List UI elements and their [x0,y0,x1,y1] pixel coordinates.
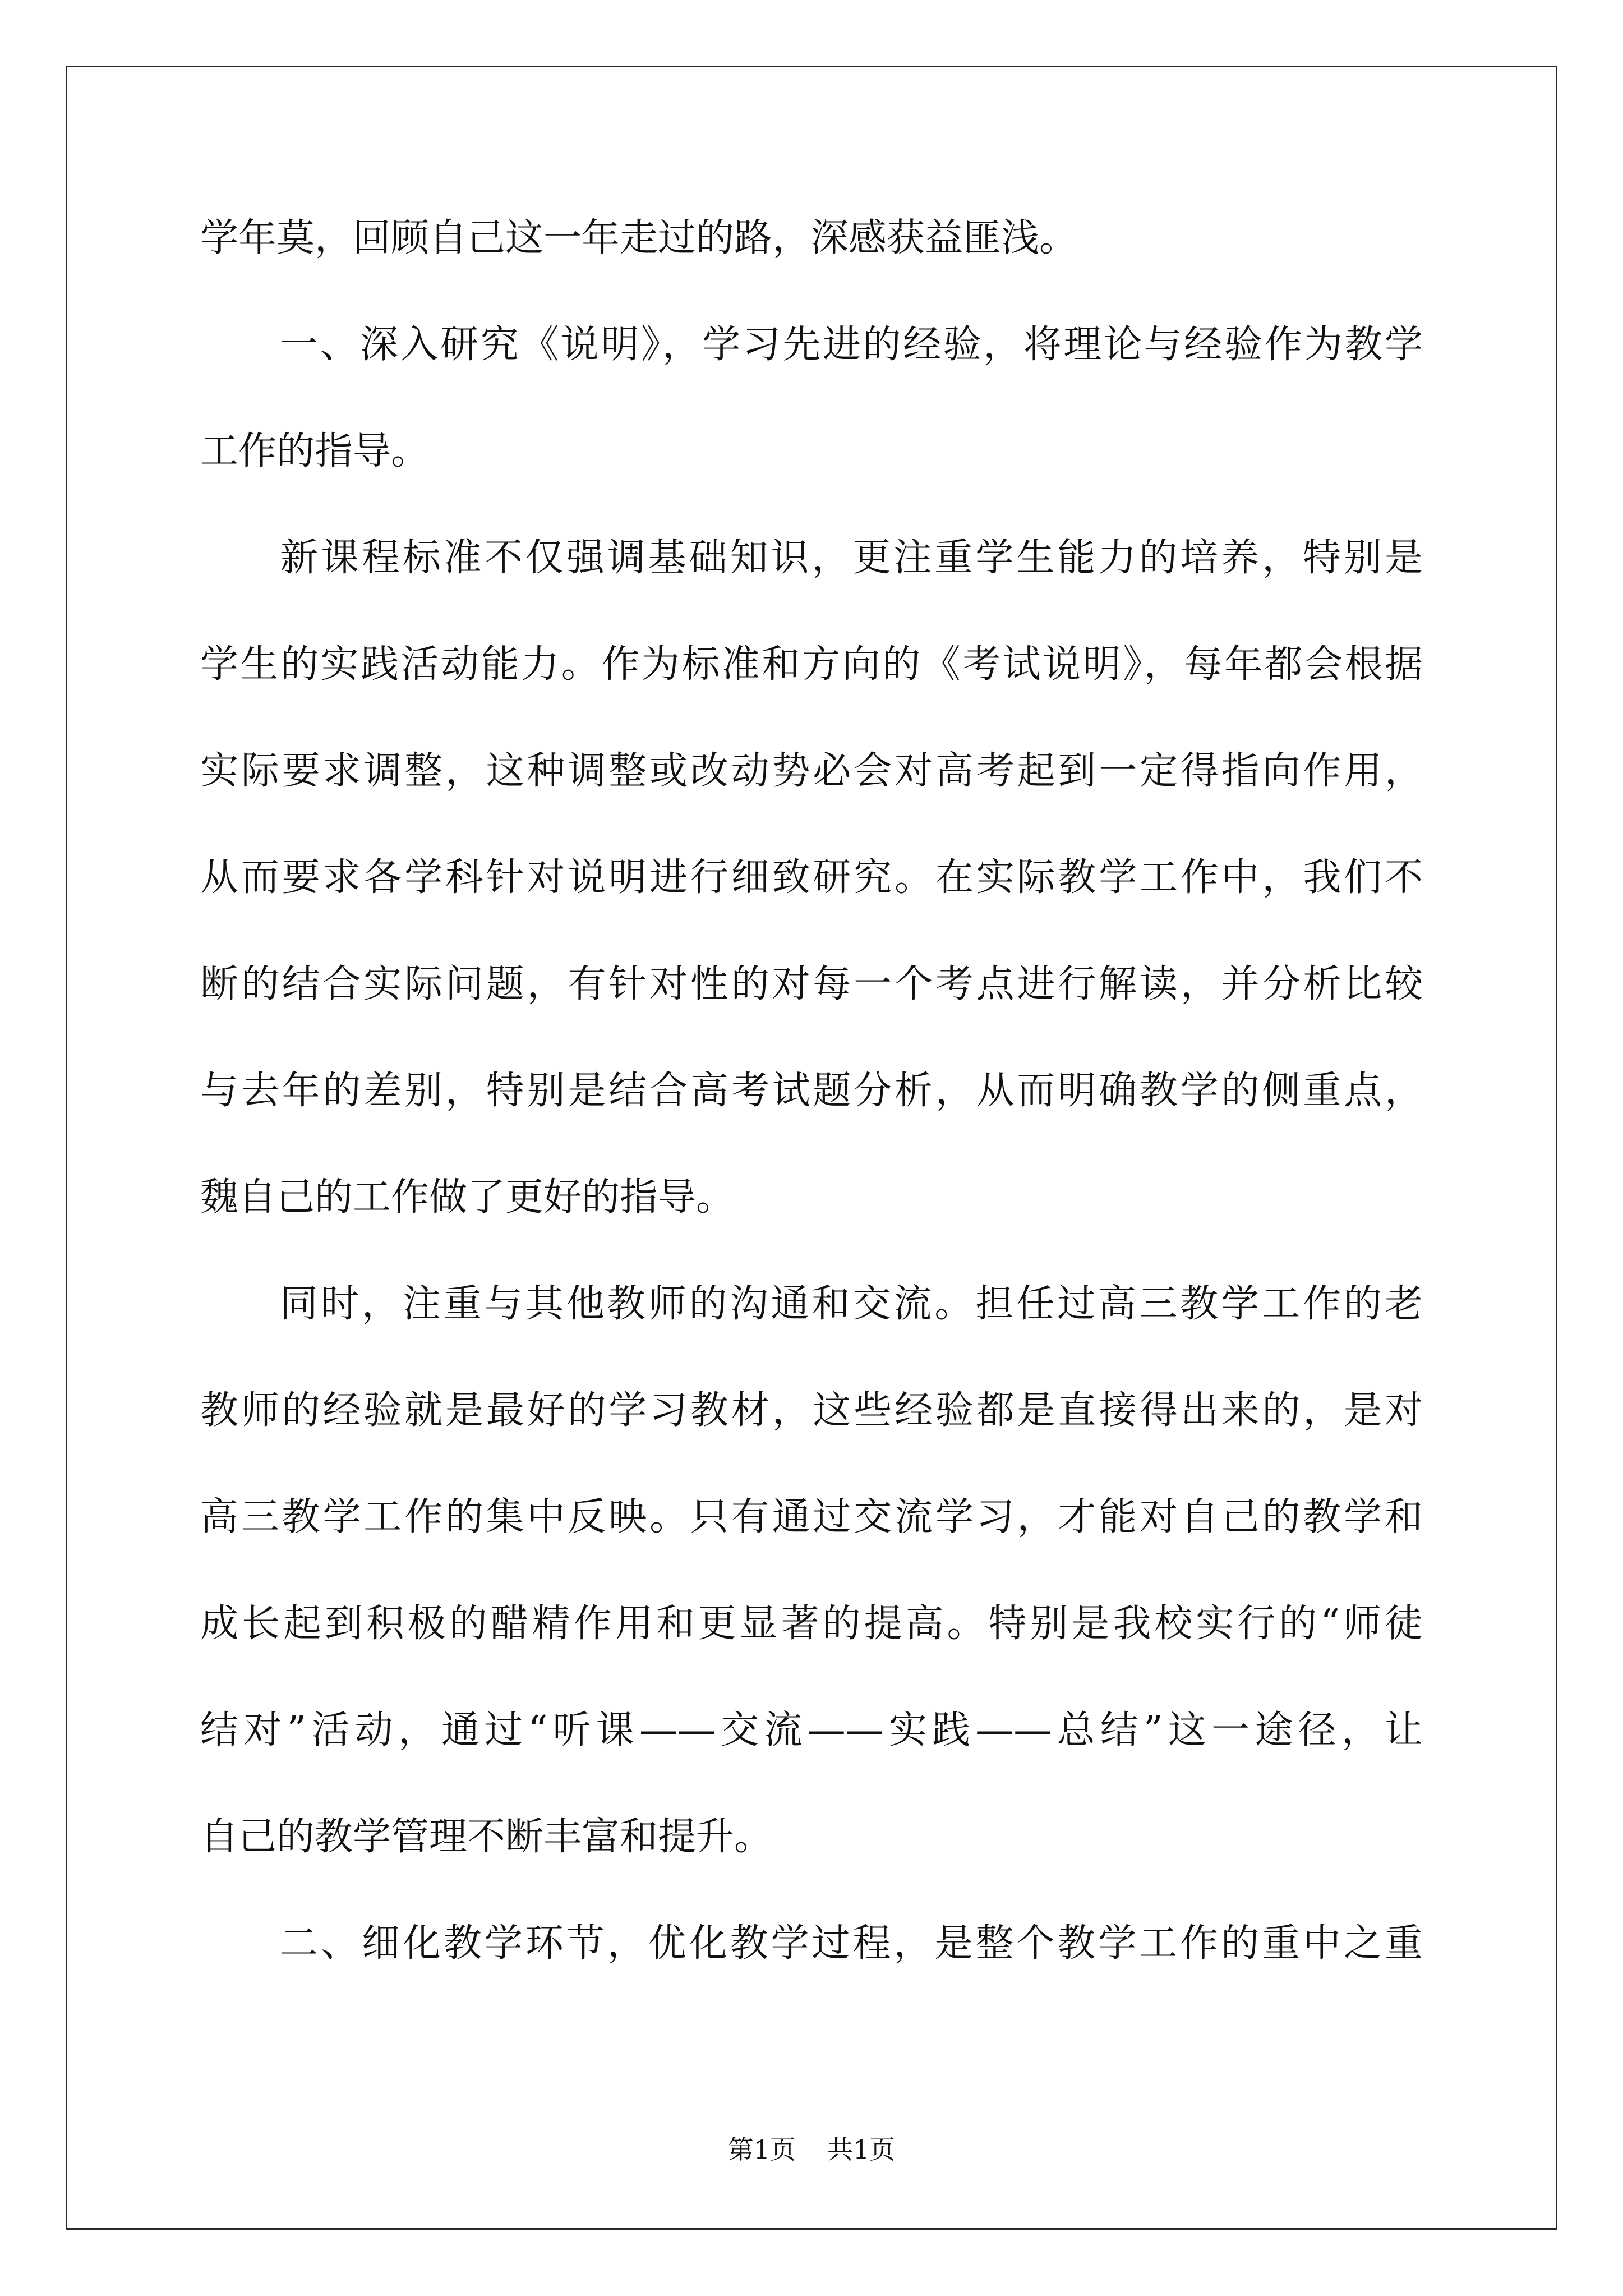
text-line: 新课程标准不仅强调基础知识，更注重学生能力的培养，特别是 [280,536,1423,580]
text-line: 魏自己的工作做了更好的指导。 [200,1175,735,1220]
text-line: 从而要求各学科针对说明进行细致研究。在实际教学工作中，我们不 [200,855,1423,900]
text-line: 一、深入研究《说明》，学习先进的经验，将理论与经验作为教学 [280,323,1423,367]
page-total: 共1页 [827,2134,896,2165]
text-line: 自己的教学管理不断丰富和提升。 [200,1815,773,1859]
text-line: 学生的实践活动能力。作为标准和方向的《考试说明》，每年都会根据 [200,642,1423,687]
text-line: 高三教学工作的集中反映。只有通过交流学习，才能对自己的教学和 [200,1495,1423,1539]
text-line: 学年莫，回顾自己这一年走过的路，深感获益匪浅。 [200,216,1078,260]
text-line: 工作的指导。 [200,429,430,473]
text-line: 二、细化教学环节，优化教学过程，是整个教学工作的重中之重 [280,1921,1423,1966]
document-body [200,210,1423,2022]
text-line: 断的结合实际问题，有针对性的对每一个考点进行解读，并分析比较 [200,962,1423,1006]
text-line: 与去年的差别，特别是结合高考试题分析，从而明确教学的侧重点， [200,1069,1423,1113]
text-line: 实际要求调整，这种调整或改动势必会对高考起到一定得指向作用， [200,749,1423,793]
text-line: 同时，注重与其他教师的沟通和交流。担任过高三教学工作的老 [280,1282,1423,1326]
text-line: 结对”活动，通过“听课——交流——实践——总结”这一途径，让 [200,1708,1423,1752]
text-line: 教师的经验就是最好的学习教材，这些经验都是直接得出来的，是对 [200,1388,1423,1433]
page-number: 第1页 [727,2134,796,2165]
page-footer [0,2133,1623,2166]
text-line: 成长起到积极的醋精作用和更显著的提高。特别是我校实行的“师徒 [200,1602,1423,1646]
